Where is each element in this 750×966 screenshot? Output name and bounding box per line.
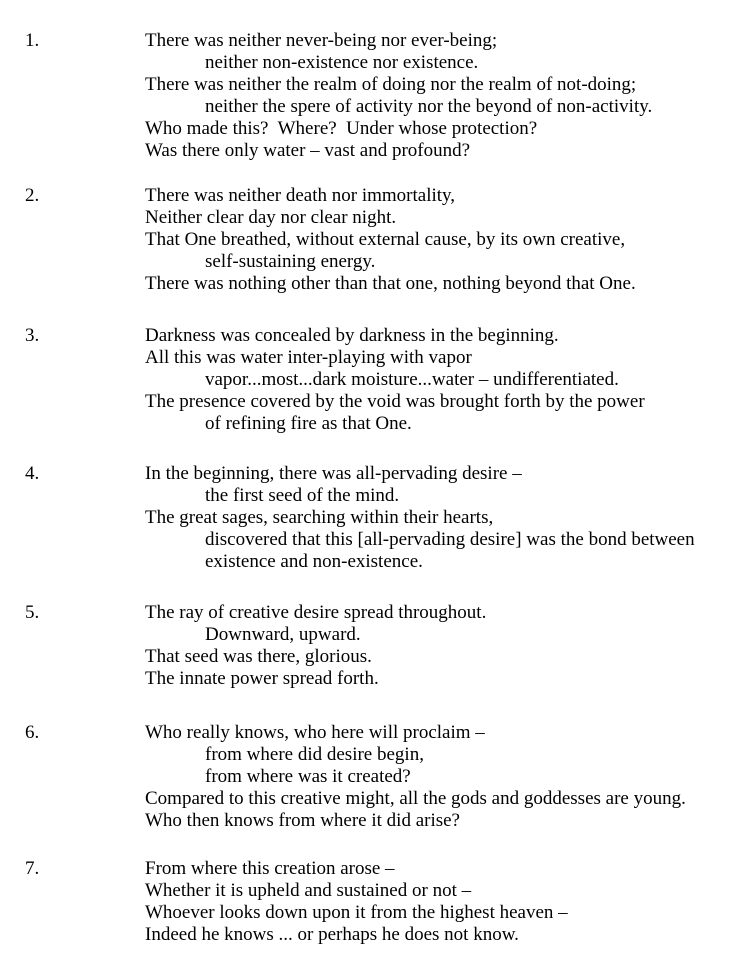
verse-line: There was nothing other than that one, nothing beyond that One. [145,273,636,294]
verse-4 [0,463,750,573]
verse-line: Who really knows, who here will proclaim – [145,722,485,743]
verse-line: Who made this? Where? Under whose protection? [145,118,538,139]
verse-line: Neither clear day nor clear night. [145,207,397,228]
verse-line: All this was water inter-playing with vapor [145,347,472,368]
verse-number: 2. [25,185,40,206]
verse-line: Was there only water – vast and profound? [145,140,471,161]
verse-line: The ray of creative desire spread throughout. [145,602,487,623]
verse-line: Darkness was concealed by darkness in the beginning. [145,325,559,346]
verse-number: 4. [25,463,40,484]
verse-line: There was neither the realm of doing nor the realm of not-doing; [145,74,637,95]
verse-7 [0,858,750,946]
verse-line: vapor...most...dark moisture...water – undifferentiated. [205,369,619,390]
verse-line: There was neither death nor immortality, [145,185,456,206]
verse-line: the first seed of the mind. [205,485,400,506]
verse-line: from where did desire begin, [205,744,424,765]
verse-5 [0,602,750,690]
verse-line: neither the spere of activity nor the beyond of non-activity. [205,96,653,117]
verse-line: Indeed he knows ... or perhaps he does not know. [145,924,519,945]
verse-number: 6. [25,722,40,743]
verse-number: 3. [25,325,40,346]
verse-line: Downward, upward. [205,624,361,645]
verse-number: 7. [25,858,40,879]
verse-line: neither non-existence nor existence. [205,52,479,73]
verse-line: Whoever looks down upon it from the highest heaven – [145,902,568,923]
verse-line: The great sages, searching within their hearts, [145,507,494,528]
verse-line: Whether it is upheld and sustained or not – [145,880,472,901]
verse-number: 1. [25,30,40,51]
verse-line: From where this creation arose – [145,858,395,879]
verse-line: The innate power spread forth. [145,668,379,689]
verse-line: That One breathed, without external cause, by its own creative, [145,229,626,250]
verse-number: 5. [25,602,40,623]
verse-line: The presence covered by the void was brought forth by the power [145,391,645,412]
verse-1 [0,30,750,162]
verse-line: of refining fire as that One. [205,413,412,434]
verse-2 [0,185,750,295]
verse-3 [0,325,750,435]
verse-line: Compared to this creative might, all the gods and goddesses are young. [145,788,686,809]
verse-line: from where was it created? [205,766,411,787]
verse-line: self-sustaining energy. [205,251,376,272]
verse-line: Who then knows from where it did arise? [145,810,460,831]
verse-line: discovered that this [all-pervading desire] was the bond between [205,529,695,550]
verse-line: That seed was there, glorious. [145,646,372,667]
verse-line: existence and non-existence. [205,551,423,572]
verse-6 [0,722,750,832]
verse-line: There was neither never-being nor ever-being; [145,30,498,51]
verse-line: In the beginning, there was all-pervading desire – [145,463,522,484]
